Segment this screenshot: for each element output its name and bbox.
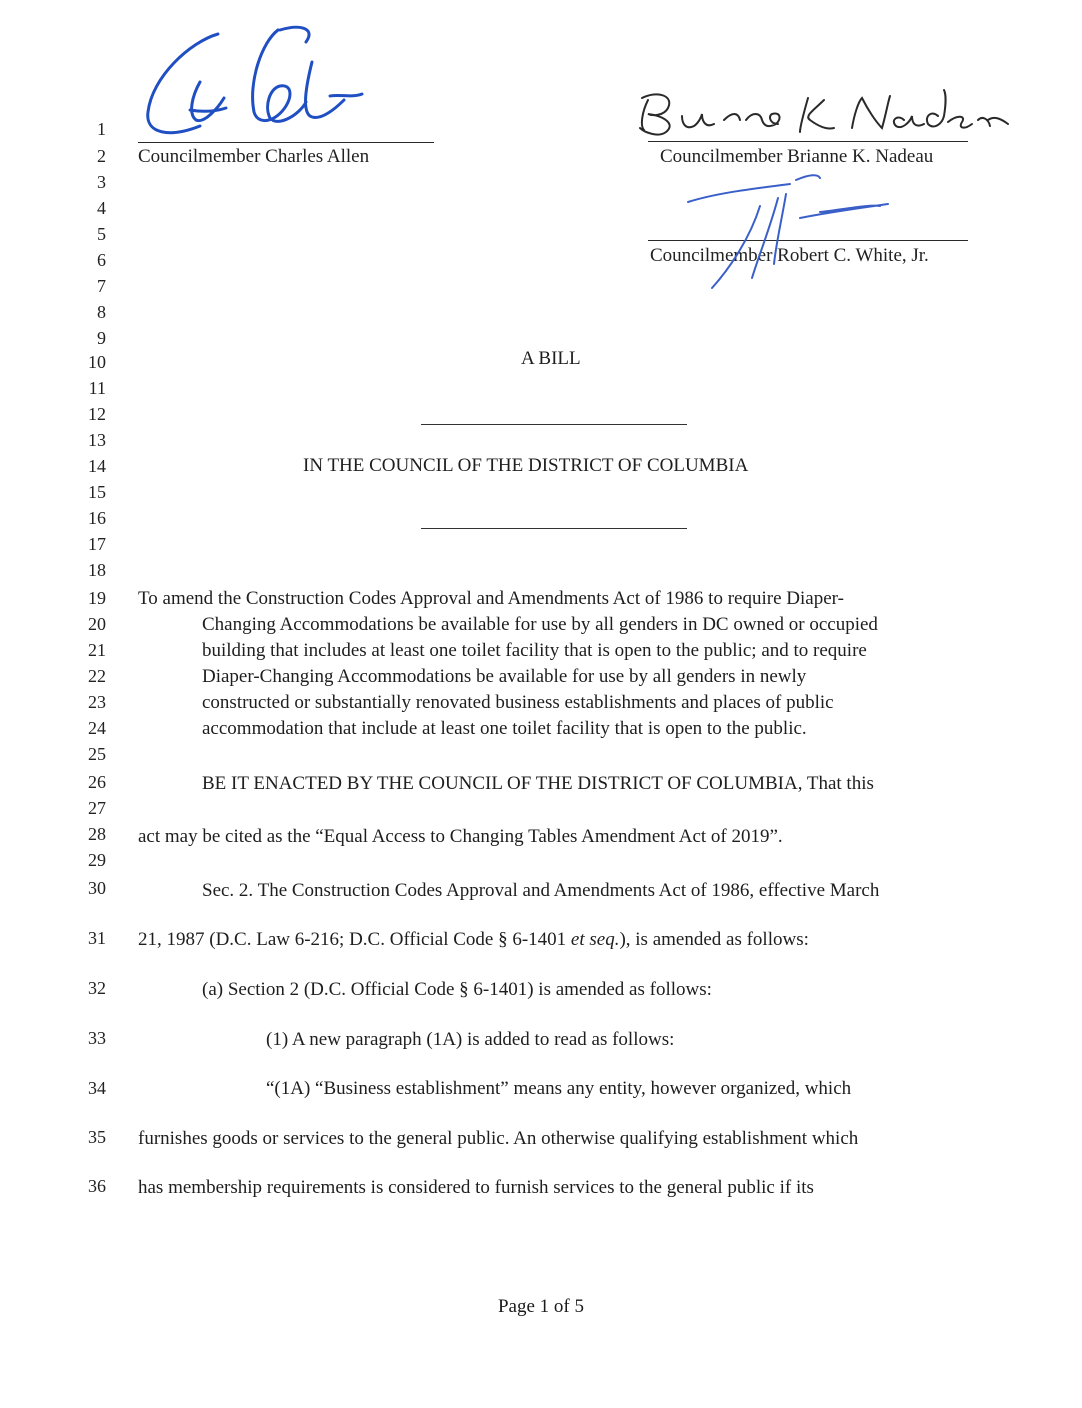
section-2-line-1: Sec. 2. The Construction Codes Approval and Amendments Act of 1986, effective March [202,880,880,901]
line-number: 14 [88,456,106,476]
enacting-clause: BE IT ENACTED BY THE COUNCIL OF THE DISTRICT OF COLUMBIA, That this [202,773,874,794]
line-number: 10 [88,352,106,372]
line-number: 23 [88,692,106,712]
line-number: 4 [97,198,106,218]
line-number: 9 [97,328,106,348]
signature-line-nadeau [648,141,968,142]
line-number: 30 [88,878,106,898]
line-number: 32 [88,978,106,998]
line-number: 31 [88,928,106,948]
line-number: 25 [88,744,106,764]
subsection-a: (a) Section 2 (D.C. Official Code § 6-1401) is amended as follows: [202,979,712,1000]
line-number: 29 [88,850,106,870]
line-number: 13 [88,430,106,450]
charles-allen-signature [130,22,390,152]
citation-clause: act may be cited as the “Equal Access to Changing Tables Amendment Act of 2019”. [138,826,783,847]
council-heading: IN THE COUNCIL OF THE DISTRICT OF COLUMBIA [303,455,749,476]
purpose-line: constructed or substantially renovated business establishments and places of public [202,692,834,713]
signer-name-white: Councilmember Robert C. White, Jr. [650,245,929,266]
purpose-line: To amend the Construction Codes Approval and Amendments Act of 1986 to require Diaper- [138,588,844,609]
robert-white-signature [660,168,900,298]
line-number: 19 [88,588,106,608]
definition-line-1: “(1A) “Business establishment” means any entity, however organized, which [266,1078,852,1099]
purpose-line: Changing Accommodations be available for use by all genders in DC owned or occupied [202,614,878,635]
page-number: Page 1 of 5 [497,1296,584,1317]
heading-rule-top [421,424,687,425]
line-number: 6 [97,250,106,270]
line-number: 18 [88,560,106,580]
line-number: 1 [97,119,106,139]
line-number: 5 [97,224,106,244]
section-2-text-end: ), is amended as follows: [619,929,809,950]
purpose-line: Diaper-Changing Accommodations be available for use by all genders in newly [202,666,807,687]
brianne-nadeau-signature [628,80,1018,150]
purpose-line: accommodation that include at least one toilet facility that is open to the public. [202,718,807,739]
line-number: 22 [88,666,106,686]
section-2-text: 21, 1987 (D.C. Law 6-216; D.C. Official Code § 6-1401 [138,929,571,950]
line-number: 21 [88,640,106,660]
et-seq-italic: et seq. [570,929,620,950]
line-number: 7 [97,276,106,296]
line-number: 24 [88,718,106,738]
line-number: 3 [97,172,106,192]
line-number: 35 [88,1127,106,1147]
definition-line-2: furnishes goods or services to the general public. An otherwise qualifying establishment which [138,1128,859,1149]
line-number: 12 [88,404,106,424]
bill-heading: A BILL [521,348,581,369]
section-2-line-2 [138,929,809,951]
definition-line-3: has membership requirements is considered to furnish services to the general public if its [138,1177,814,1198]
line-number: 15 [88,482,106,502]
line-number: 28 [88,824,106,844]
line-number: 34 [88,1078,106,1098]
line-number: 11 [88,378,106,398]
signature-line-allen [138,142,434,143]
line-number: 27 [88,798,106,818]
line-number: 26 [88,772,106,792]
line-number: 17 [88,534,106,554]
line-number: 8 [97,302,106,322]
signer-name-nadeau: Councilmember Brianne K. Nadeau [660,146,934,167]
line-number: 20 [88,614,106,634]
line-number: 2 [97,146,106,166]
purpose-line: building that includes at least one toilet facility that is open to the public; and to require [202,640,867,661]
line-number: 16 [88,508,106,528]
paragraph-1: (1) A new paragraph (1A) is added to read as follows: [266,1029,675,1050]
signer-name-allen: Councilmember Charles Allen [138,146,370,167]
line-number: 33 [88,1028,106,1048]
heading-rule-bottom [421,528,687,529]
line-number: 36 [88,1176,106,1196]
